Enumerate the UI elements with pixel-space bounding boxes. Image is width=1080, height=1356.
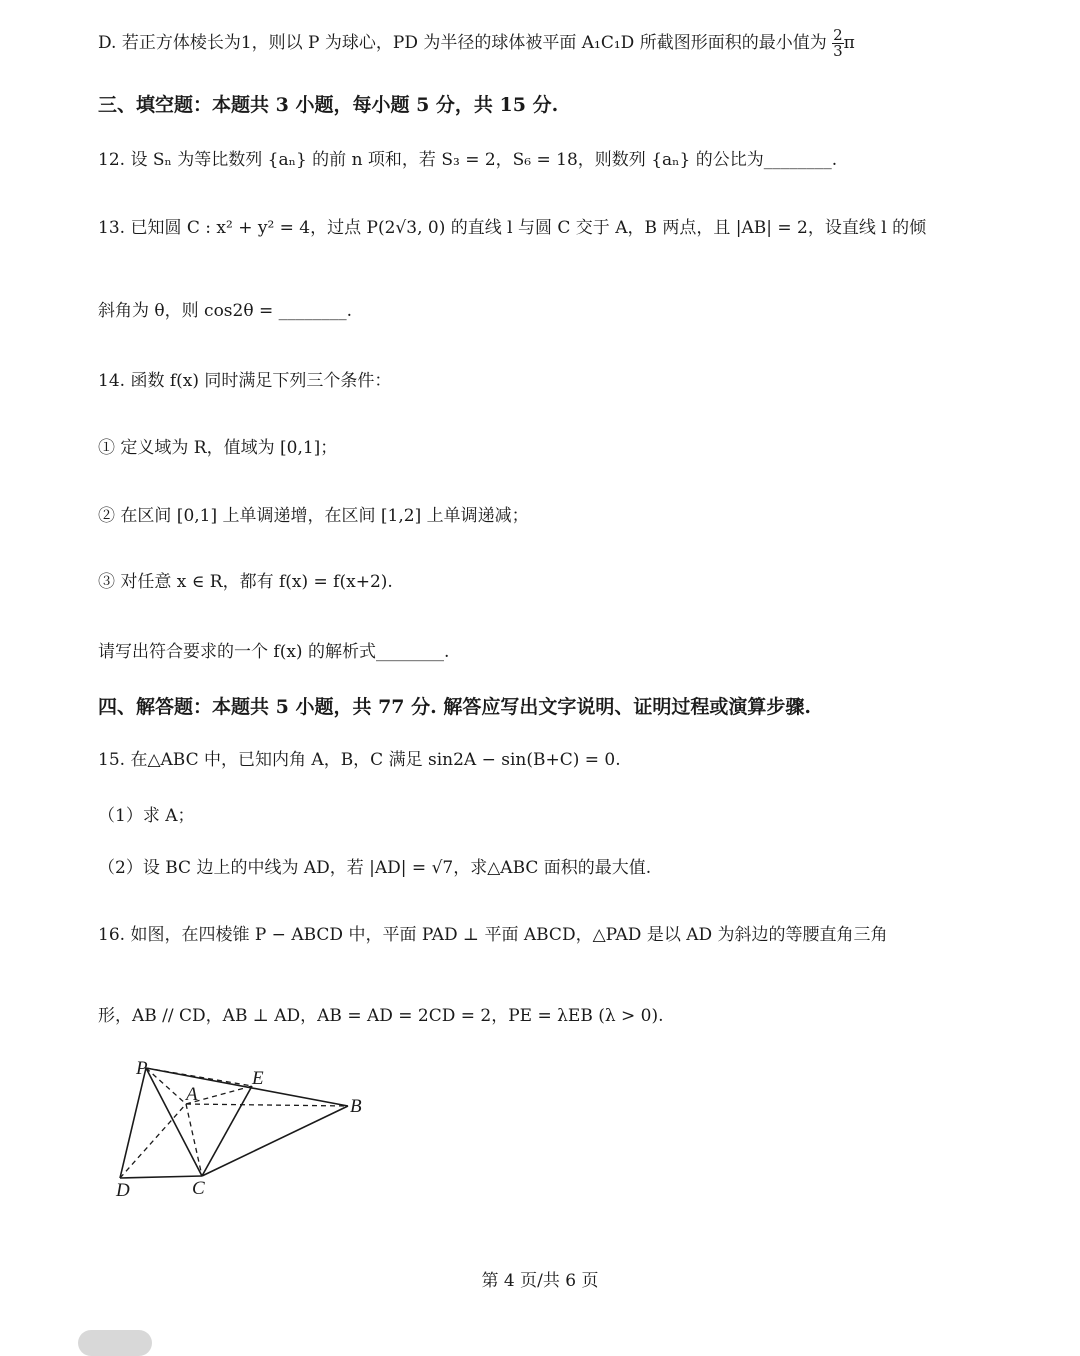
question-16-line-1: 16. 如图，在四棱锥 P − ABCD 中，平面 PAD ⊥ 平面 ABCD，△PAD 是以 AD 为斜边的等腰直角三角 [98, 925, 888, 945]
edge-PA [146, 1068, 186, 1104]
condition-2: ② 在区间 [0,1] 上单调递增，在区间 [1,2] 上单调递减； [98, 506, 529, 526]
question-16-line-2: 形，AB // CD，AB ⊥ AD，AB = AD = 2CD = 2，PE = λEB (λ > 0). [98, 1006, 664, 1026]
label-P: P [136, 1058, 148, 1079]
condition-3: ③ 对任意 x ∈ R，都有 f(x) = f(x+2). [98, 572, 393, 592]
edge-CE [202, 1086, 252, 1176]
page-footer: 第 4 页/共 6 页 [481, 1271, 599, 1291]
edge-AB [186, 1104, 348, 1106]
label-E: E [252, 1068, 264, 1089]
label-B: B [350, 1096, 362, 1117]
question-13-line-2: 斜角为 θ，则 cos2θ = ________. [98, 301, 353, 321]
option-d-text: D. 若正方体棱长为1，则以 P 为球心，PD 为半径的球体被平面 A₁C₁D 所截图形面积的最小值为 [98, 33, 827, 53]
corner-shadow [78, 1330, 152, 1356]
option-d-fraction [832, 28, 844, 59]
edge-PD [120, 1068, 146, 1178]
question-15-part-1: （1）求 A； [98, 806, 195, 826]
label-D: D [116, 1180, 130, 1198]
question-15: 15. 在△ABC 中，已知内角 A，B，C 满足 sin2A − sin(B+C) = 0. [98, 750, 621, 770]
label-C: C [192, 1178, 205, 1198]
edge-AC [186, 1104, 202, 1176]
question-14-ending: 请写出符合要求的一个 f(x) 的解析式________. [98, 642, 450, 662]
question-12: 12. 设 Sₙ 为等比数列 {aₙ} 的前 n 项和，若 S₃ = 2，S₆ = 18，则数列 {aₙ} 的公比为________. [98, 150, 838, 170]
option-d-pi: π [843, 33, 855, 53]
question-14: 14. 函数 f(x) 同时满足下列三个条件： [98, 371, 392, 391]
question-13-line-1: 13. 已知圆 C : x² + y² = 4，过点 P(2√3, 0) 的直线 l 与圆 C 交于 A，B 两点，且 |AB| = 2，设直线 l 的倾 [98, 218, 927, 238]
pyramid-figure [110, 1058, 370, 1198]
fraction-numerator: 2 [833, 26, 843, 44]
label-A: A [186, 1084, 198, 1105]
edge-DC [120, 1176, 202, 1178]
section-4-heading: 四、解答题：本题共 5 小题，共 77 分. 解答应写出文字说明、证明过程或演算步骤. [98, 696, 811, 718]
fraction-denominator: 3 [833, 42, 843, 60]
question-15-part-2: （2）设 BC 边上的中线为 AD，若 |AD| = √7，求△ABC 面积的最大值. [98, 858, 652, 878]
condition-1: ① 定义域为 R，值域为 [0,1]； [98, 438, 338, 458]
option-d-line [98, 28, 855, 59]
edge-DA [120, 1104, 186, 1178]
section-3-heading: 三、填空题：本题共 3 小题，每小题 5 分，共 15 分. [98, 94, 559, 116]
edge-CB [202, 1106, 348, 1176]
